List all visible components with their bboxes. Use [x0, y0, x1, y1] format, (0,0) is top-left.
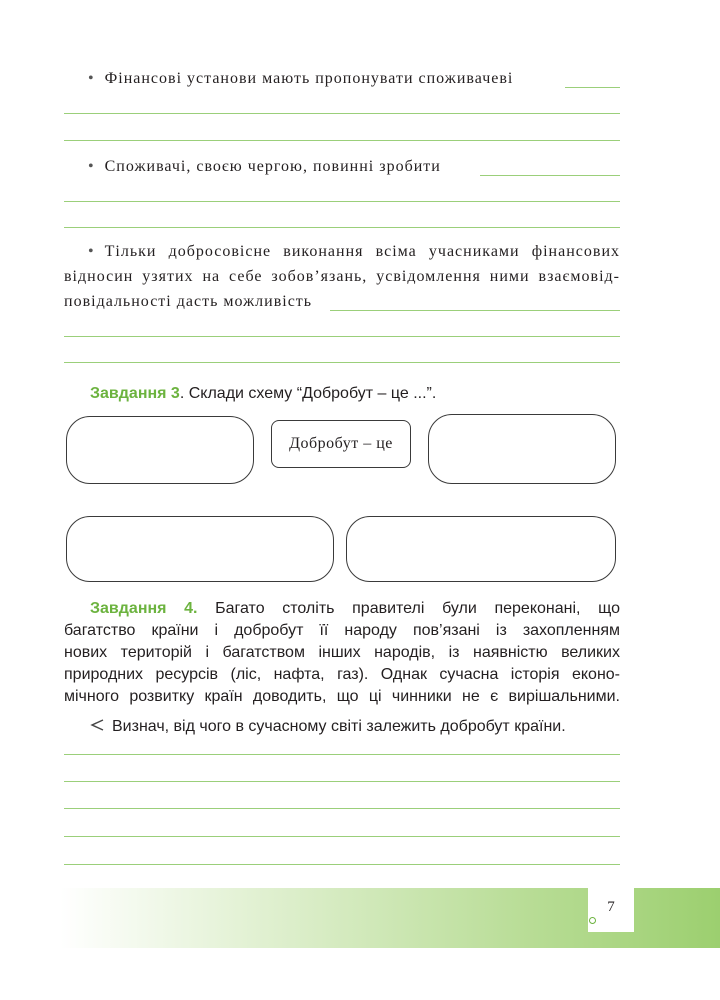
task4-line5: мічного розвитку країн доводить, що ці чинники не є вирішальними. — [64, 688, 620, 705]
answer-line[interactable] — [64, 781, 620, 782]
answer-line[interactable] — [64, 336, 620, 337]
scheme-box-top-left[interactable] — [66, 416, 254, 484]
task4-question — [90, 718, 566, 736]
answer-line[interactable] — [64, 864, 620, 865]
bullet-icon: • — [88, 70, 95, 87]
bullet-text-1: Фінансові установи мають пропонувати споживачеві — [104, 70, 514, 87]
bullet-icon: • — [88, 158, 95, 175]
task4-line1: Завдання 4. Багато століть правителі були переконані, що — [90, 600, 621, 617]
task4-line3: нових територій і багатством інших народів, із наявністю великих — [64, 644, 620, 661]
answer-line[interactable] — [480, 175, 620, 176]
answer-line[interactable] — [64, 836, 620, 837]
scheme-box-bottom-left[interactable] — [66, 516, 334, 582]
page-number: 7 — [607, 899, 615, 915]
answer-line[interactable] — [330, 310, 620, 311]
answer-line[interactable] — [64, 808, 620, 809]
answer-line[interactable] — [565, 87, 620, 88]
bullet-item-3-line3: повідальності дасть можливість — [64, 293, 313, 310]
answer-line[interactable] — [64, 362, 620, 363]
pencil-icon — [90, 718, 104, 736]
bullet-item-2 — [88, 158, 441, 176]
answer-line[interactable] — [64, 113, 620, 114]
task3-label: Завдання 3 — [90, 385, 180, 402]
task4-question-text: Визнач, від чого в сучасному світі залежить добробут країни. — [112, 718, 566, 735]
bullet-item-1 — [88, 70, 513, 88]
task4-line4: природних ресурсів (ліс, нафта, газ). Однак сучасна історія еконо- — [64, 666, 620, 683]
scheme-center-label: Добробут – це — [289, 435, 393, 452]
bullet-text-2: Споживачі, своєю чергою, повинні зробити — [104, 158, 441, 175]
task3-heading — [90, 385, 436, 403]
task4-label: Завдання 4. — [90, 600, 198, 617]
scheme-box-top-right[interactable] — [428, 414, 616, 484]
task4-line2: багатство країни і добробут її народу пов’язані із захопленням — [64, 622, 620, 639]
task3-text: . Склади схему “Добробут – це ...”. — [179, 385, 437, 402]
answer-line[interactable] — [64, 201, 620, 202]
bullet-item-3-line2: відносин узятих на себе зобов’язань, усвідомлення ними взаємовід- — [64, 268, 620, 285]
bullet-item-3-line1: • Тільки добросовісне виконання всіма учасниками фінансових — [88, 243, 620, 260]
answer-line[interactable] — [64, 754, 620, 755]
answer-line[interactable] — [64, 227, 620, 228]
scheme-box-bottom-right[interactable] — [346, 516, 616, 582]
bullet-icon: • — [88, 243, 95, 260]
scheme-center-box — [271, 420, 411, 468]
answer-line[interactable] — [64, 140, 620, 141]
page-dot-icon — [589, 917, 596, 924]
